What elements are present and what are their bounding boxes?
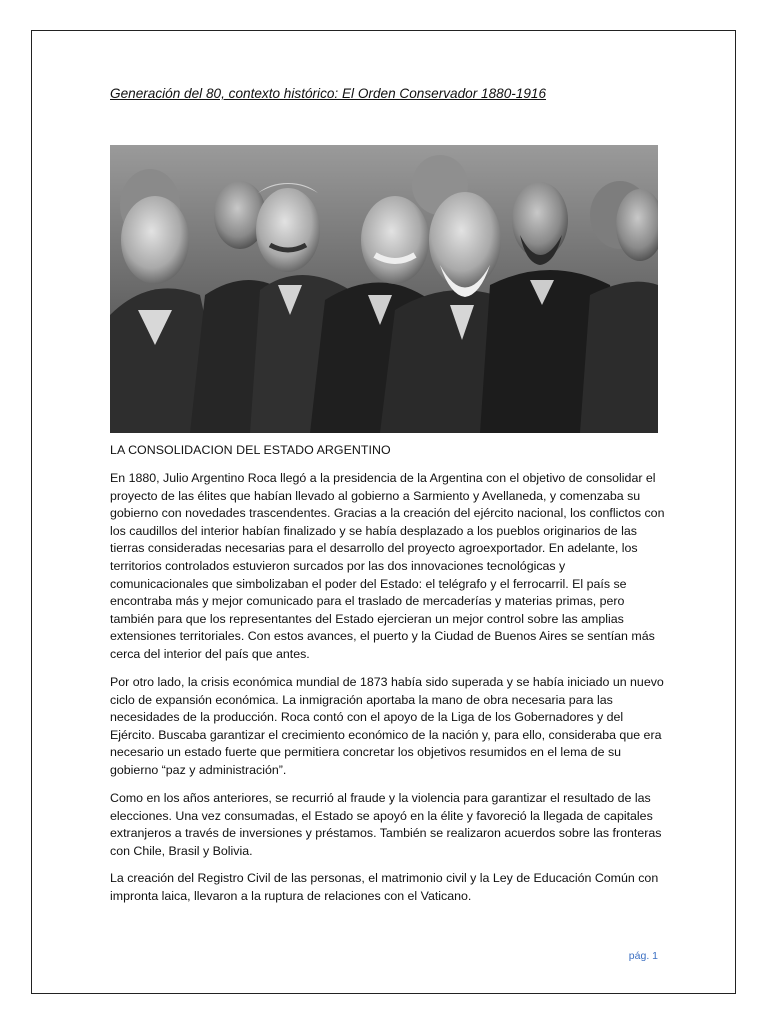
- group-portrait-photo: [110, 145, 658, 433]
- paragraph-1: En 1880, Julio Argentino Roca llegó a la presidencia de la Argentina con el objetivo de consolidar el proyecto de las élites que habían llevado al gobierno a Sarmiento y Avellaneda, y comenzaba su gobierno con novedades trascendentes. Gracias a la creación del ejército nacional, los conflictos con los caudillos del interior habían finalizado y se había desplazado a los pueblos originarios de las tierras consideradas necesarias para el desarrollo del proyecto agroexportador. En adelante, los territorios controlados estuvieron surcados por las dos innovaciones tecnológicas y comunicacionales que simbolizaban el poder del Estado: el telégrafo y el ferrocarril. El país se encontraba más y mejor comunicado para el traslado de mercaderías y materias primas, pero también para que los representantes del Estado ejercieran un mejor control sobre las amplias extensiones territoriales. Con estos avances, el puerto y la Ciudad de Buenos Aires se sentían más cerca del interior del país que antes.: [110, 471, 665, 661]
- section-heading: LA CONSOLIDACION DEL ESTADO ARGENTINO: [110, 443, 391, 457]
- document-title: Generación del 80, contexto histórico: El Orden Conservador 1880-1916: [110, 86, 547, 101]
- paragraph-3: Como en los años anteriores, se recurrió al fraude y la violencia para garantizar el resultado de las elecciones. Una vez consumadas, el Estado se apoyó en la élite y favoreció la llegada de capitales extranjeros a través de inversiones y préstamos. También se realizaron acuerdos sobre las fronteras con Chile, Brasil y Bolivia.: [110, 791, 662, 858]
- paragraph-2: Por otro lado, la crisis económica mundial de 1873 había sido superada y se había iniciado un nuevo ciclo de expansión económica. La inmigración aportaba la mano de obra necesaria para las necesidades de la producción. Roca contó con el apoyo de la Liga de los Gobernadores y del Ejército. Buscaba garantizar el crecimiento económico de la nación y, para ello, consideraba que era necesario un estado fuerte que permitiera concretar los objetivos resumidos en el lema de su gobierno “paz y administración”.: [110, 675, 664, 777]
- paragraph-4: La creación del Registro Civil de las personas, el matrimonio civil y la Ley de Educación Común con impronta laica, llevaron a la ruptura de relaciones con el Vaticano.: [110, 871, 659, 903]
- photo-illustration: [110, 145, 658, 433]
- page-number: pág. 1: [628, 950, 658, 962]
